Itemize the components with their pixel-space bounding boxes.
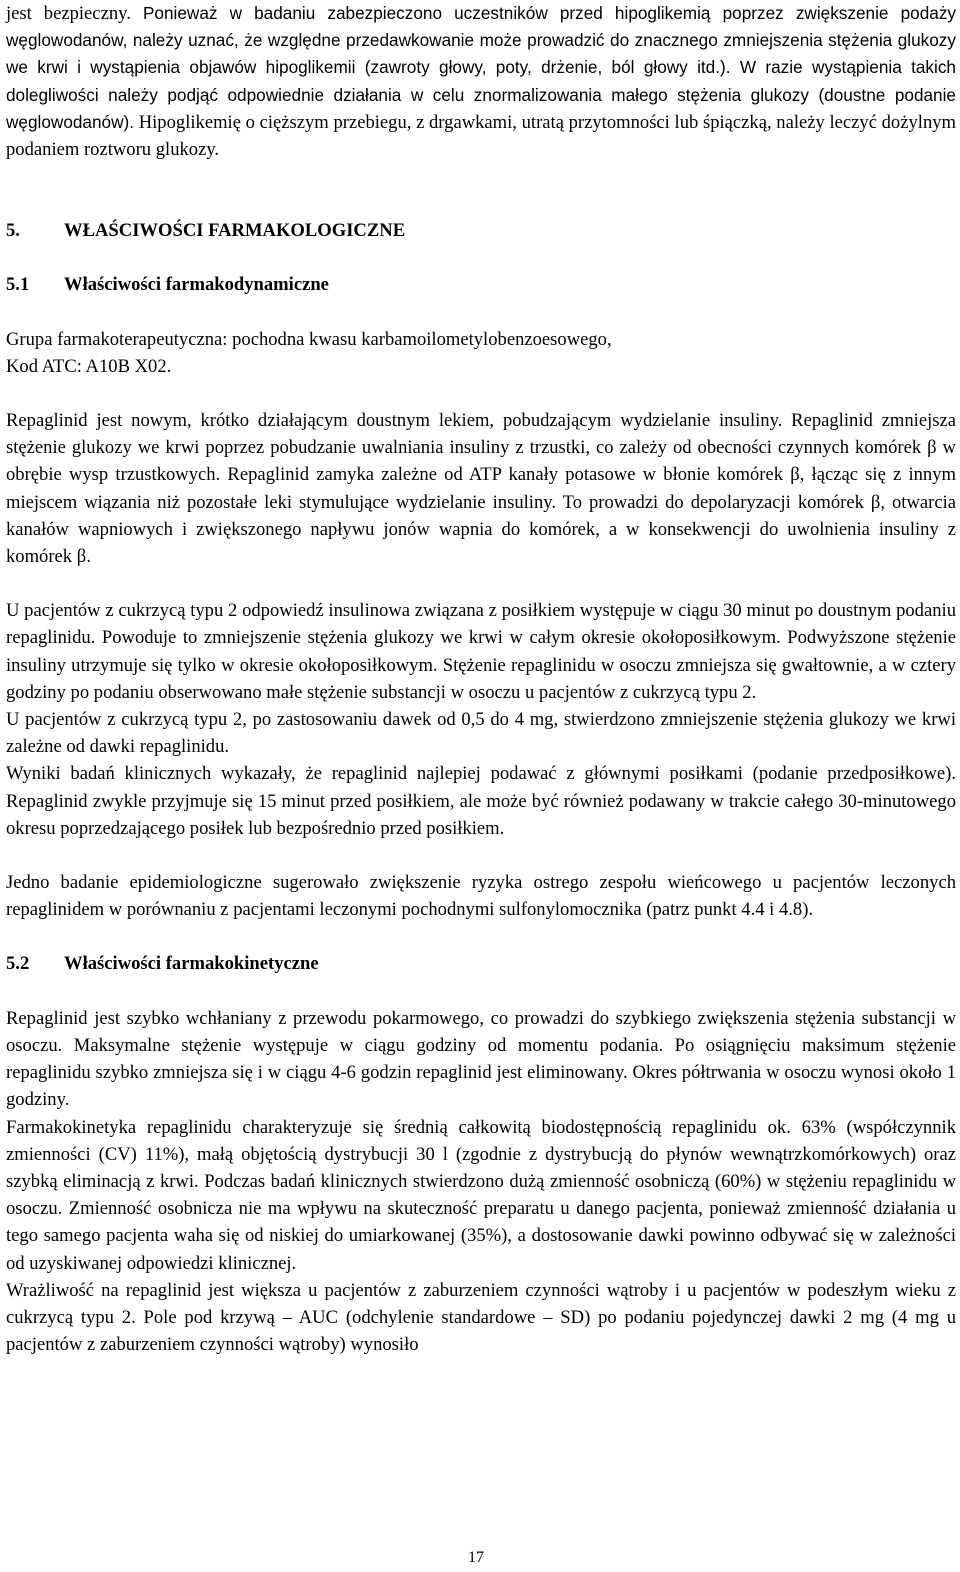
- section-heading-5: [6, 217, 956, 244]
- spacer: [6, 842, 956, 869]
- pharmacodynamics-paragraph-4: Wyniki badań klinicznych wykazały, że repaglinid najlepiej podawać z głównymi posiłkami (podanie przedposiłkowe). Repaglinid zwykle przyjmuje się 15 minut przed posiłkiem, ale może być również podawany w trakcie całego 30-minutowego okresu poprzedzającego posiłek lub bezpośrednio przed posiłkiem.: [6, 763, 956, 839]
- atc-paragraph: [6, 326, 956, 380]
- section-heading-5-1: [6, 271, 956, 298]
- section-title: Właściwości farmakodynamiczne: [64, 274, 329, 296]
- spacer: [6, 570, 956, 597]
- spacer: [6, 163, 956, 217]
- pharmacodynamics-paragraph-3: U pacjentów z cukrzycą typu 2, po zastosowaniu dawek od 0,5 do 4 mg, stwierdzono zmniejszenie stężenia glukozy we krwi zależne od dawki repaglinidu.: [6, 709, 956, 758]
- page-number: 17: [468, 1549, 484, 1566]
- spacer: [6, 978, 956, 1005]
- pharmacokinetics-paragraph-3: Wrażliwość na repaglinid jest większa u pacjentów z zaburzeniem czynności wątroby i u pacjentów w podeszłym wieku z cukrzycą typu 2. Pole pod krzywą – AUC (odchylenie standardowe – SD) po podaniu pojedynczej dawki 2 mg (4 mg u pacjentów z zaburzeniem czynności wątroby) wynosiło: [6, 1279, 956, 1356]
- section-title: WŁAŚCIWOŚCI FARMAKOLOGICZNE: [64, 220, 406, 242]
- pharmacokinetics-paragraph-1: Repaglinid jest szybko wchłaniany z przewodu pokarmowego, co prowadzi do szybkiego zwiększenia stężenia substancji w osoczu. Maksymalne stężenie występuje w ciągu godziny od momentu podania. Po osiągnięciu maksimum stężenie repaglinidu szybko zmniejsza się i w ciągu 4-6 godzin repaglinid jest eliminowany. Okres półtrwania w osoczu wynosi około 1 godziny.: [6, 1007, 956, 1111]
- spacer: [6, 299, 956, 326]
- overdose-text-start: jest bezpieczny.: [6, 3, 131, 24]
- spacer: [6, 923, 956, 950]
- overdose-text-sans: Ponieważ w badaniu zabezpieczono uczestników przed hipoglikemią poprzez zwiększenie podaży węglowodanów, należy uznać, że względne przedawkowanie może prowadzić do znacznego zmniejszenia stężenia glukozy we krwi i wystąpienia objawów hipoglikemii (zawroty głowy, poty, drżenie, ból głowy itd.).: [6, 3, 957, 78]
- atc-line-1: Grupa farmakoterapeutyczna: pochodna kwasu karbamoilometylobenzoesowego,: [6, 328, 612, 350]
- document-body: [6, 0, 956, 1358]
- pharmacodynamics-paragraph-1: Repaglinid jest nowym, krótko działającym doustnym lekiem, pobudzającym wydzielanie insuliny. Repaglinid zmniejsza stężenie glukozy we krwi poprzez pobudzanie uwalniania insuliny z trzustki, co zależy od obecności czynnych komórek β w obrębie wysp trzustkowych. Repaglinid zamyka zależne od ATP kanały potasowe w błonie komórek β, łącząc się z innym miejscem wiązania niż pozostałe leki stymulujące wydzielanie insuliny. To prowadzi do depolaryzacji komórek β, otwarcia kanałów wapniowych i zwiększonego napływu jonów wapnia do komórek, a w konsekwencji do uwolnienia insuliny z komórek β.: [6, 410, 956, 568]
- overdose-text-end: Hipoglikemię o cięższym przebiegu, z drgawkami, utratą przytomności lub śpiączką, należy leczyć dożylnym podaniem roztworu glukozy.: [6, 111, 956, 161]
- section-title: Właściwości farmakokinetyczne: [64, 953, 319, 975]
- section-number: 5.: [6, 220, 20, 242]
- spacer: [6, 380, 956, 407]
- pharmacodynamics-paragraph-2: U pacjentów z cukrzycą typu 2 odpowiedź insulinowa związana z posiłkiem występuje w ciągu 30 minut po doustnym podaniu repaglinidu. Powoduje to zmniejszenie stężenia glukozy we krwi w całym okresie okołoposiłkowym. Podwyższone stężenie insuliny utrzymuje się tylko w okresie okołoposiłkowym. Stężenie repaglinidu w osoczu zmniejsza się gwałtownie, a w cztery godziny po podaniu obserwowano małe stężenie substancji w osoczu u pacjentów z cukrzycą typu 2.: [6, 600, 956, 703]
- section-heading-5-2: [6, 950, 956, 977]
- section-number: 5.1: [6, 274, 30, 296]
- overdose-text-treatment: W razie wystąpienia takich dolegliwości należy podjąć odpowiednie działania w celu znormalizowania małego stężenia glukozy (doustne podanie węglowodanów).: [6, 57, 956, 132]
- pharmacokinetics-paragraph-2: Farmakokinetyka repaglinidu charakteryzuje się średnią całkowitą biodostępnością repaglinidu ok. 63% (współczynnik zmienności (CV) 11%), małą objętością dystrybucji 30 l (zgodnie z dystrybucją do płynów wewnątrzkomórkowych) oraz szybką eliminacją z krwi. Podczas badań klinicznych stwierdzono dużą zmienność osobniczą (60%) w stężeniu repaglinidu w osoczu. Zmienność osobnicza nie ma wpływu na skuteczność preparatu u danego pacjenta, ponieważ zmienność działania u tego samego pacjenta waha się od niskiej do umiarkowanej (35%), a dostosowanie dawki powinno odbywać się w zależności od uzyskiwanej odpowiedzi klinicznej.: [6, 1116, 956, 1274]
- atc-line-2: Kod ATC: A10B X02.: [6, 355, 172, 377]
- section-number: 5.2: [6, 953, 30, 975]
- overdose-paragraph: [6, 0, 956, 163]
- pharmacodynamics-paragraph-5: Jedno badanie epidemiologiczne sugerowało zwiększenie ryzyka ostrego zespołu wieńcowego u pacjentów leczonych repaglinidem w porównaniu z pacjentami leczonymi pochodnymi sulfonylomocznika (patrz punkt 4.4 i 4.8).: [6, 872, 956, 921]
